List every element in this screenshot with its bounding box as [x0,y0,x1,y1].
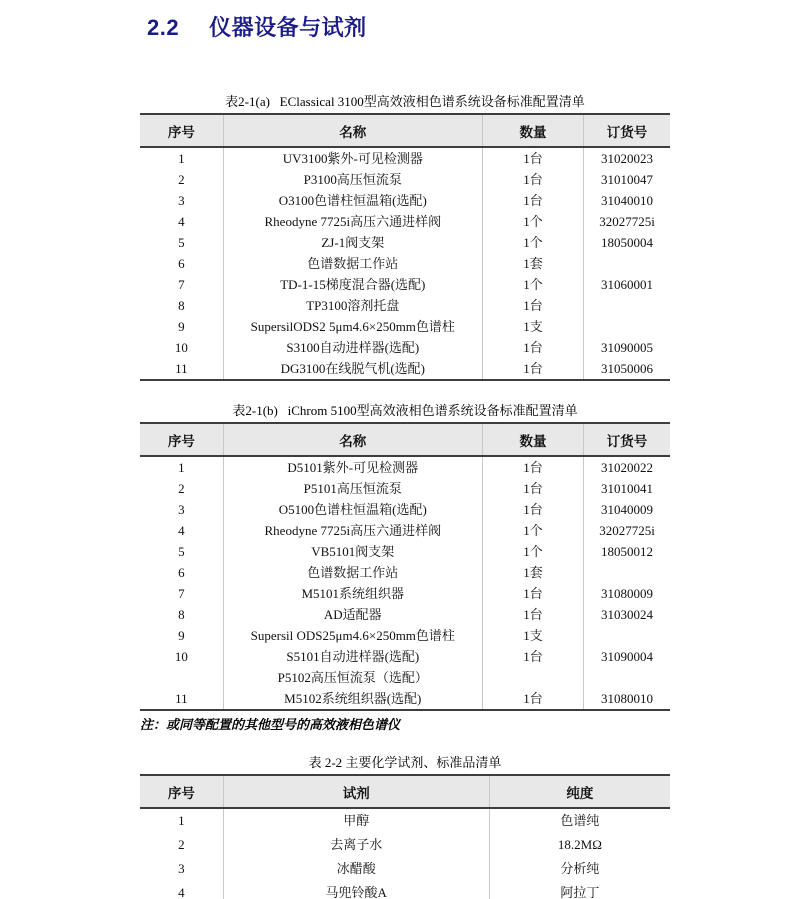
table-cell: 31020023 [584,147,670,169]
table-cell: 1个 [482,274,583,295]
table-row [140,604,670,625]
table-cell: 31040010 [584,190,670,211]
table-cell: 6 [178,256,185,271]
table-cell: M5102系统组织器(选配) [223,688,482,710]
table-cell: 31090004 [584,646,670,667]
table-cell: S5101自动进样器(选配) [223,646,482,667]
table-cell: 1 [178,813,185,828]
table-cell: Supersil ODS25μm4.6×250mm色谱柱 [223,625,482,646]
table-row [140,147,670,169]
table-cell [584,625,670,646]
table-cell: 1台 [482,646,583,667]
table-caption: 表2-1(b) iChrom 5100型高效液相色谱系统设备标准配置清单 [232,403,578,418]
table-cell: 马兜铃酸A [223,881,489,899]
table-cell: 6 [178,565,185,580]
table-row [140,520,670,541]
column-header: 订货号 [584,114,670,147]
table-cell: Rheodyne 7725i高压六通进样阀 [223,211,482,232]
table-cell: P3100高压恒流泵 [223,169,482,190]
table-row [140,232,670,253]
table-cell: 1支 [482,316,583,337]
table-row [140,881,670,899]
table-cell: 1套 [482,253,583,274]
table-cell: 1台 [482,456,583,478]
table-cell: 18050004 [584,232,670,253]
column-header: 序号 [140,775,223,808]
table-cell: 31020022 [584,456,670,478]
table-cell [140,667,223,688]
table-cell: 1台 [482,688,583,710]
column-header: 序号 [140,423,223,456]
table-cell: 9 [178,628,185,643]
section-number: 2.2 [147,15,180,40]
table-cell: 2 [178,172,185,187]
table-row [140,316,670,337]
table-cell: O3100色谱柱恒温箱(选配) [223,190,482,211]
table-row [140,478,670,499]
table-cell: O5100色谱柱恒温箱(选配) [223,499,482,520]
column-header: 序号 [140,114,223,147]
table-cell: 18.2MΩ [489,833,670,857]
table-section [140,94,670,381]
table-cell: 32027725i [584,520,670,541]
table-cell [584,562,670,583]
table-cell: 1 [178,460,185,475]
table-header-row [140,114,670,147]
column-header: 纯度 [489,775,670,808]
column-header: 试剂 [223,775,489,808]
table-row [140,833,670,857]
table-cell: 色谱纯 [489,808,670,833]
table-row [140,646,670,667]
table-cell: 31030024 [584,604,670,625]
table-row [140,562,670,583]
table-row [140,499,670,520]
table-cell: 31080009 [584,583,670,604]
table-cell: 4 [178,214,185,229]
table-cell: AD适配器 [223,604,482,625]
table-header-row [140,775,670,808]
table-cell: 31060001 [584,274,670,295]
table-cell: 3 [178,861,185,876]
table-cell: 1套 [482,562,583,583]
table-cell: 1台 [482,147,583,169]
table-cell: 11 [140,688,223,710]
table-header-row [140,423,670,456]
column-header: 数量 [482,423,583,456]
table-row [140,358,670,380]
table-cell: 3 [178,193,185,208]
tables-container [140,94,670,899]
table-cell [584,253,670,274]
table-cell: 1个 [482,520,583,541]
table-cell: VB5101阀支架 [223,541,482,562]
table-cell: TP3100溶剂托盘 [223,295,482,316]
table-cell [584,316,670,337]
table-row [140,808,670,833]
table-cell: 1台 [482,190,583,211]
section-heading [147,14,800,42]
table-cell: 2 [178,481,185,496]
table-cell: 7 [178,277,185,292]
table-cell: 去离子水 [223,833,489,857]
table-row [140,274,670,295]
table-row [140,541,670,562]
table-row [140,667,670,688]
table-cell: 18050012 [584,541,670,562]
column-header: 名称 [223,423,482,456]
table-cell: Rheodyne 7725i高压六通进样阀 [223,520,482,541]
table-cell: 31010041 [584,478,670,499]
table-cell [482,667,583,688]
table-row [140,625,670,646]
table-cell: 31080010 [584,688,670,710]
table-cell: P5102高压恒流泵（选配） [223,667,482,688]
table-row [140,190,670,211]
table-cell: M5101系统组织器 [223,583,482,604]
table-cell: 1台 [482,358,583,380]
table-cell: 10 [174,649,188,664]
table-cell: 1台 [482,604,583,625]
table-cell: 2 [178,837,185,852]
table-cell: 31010047 [584,169,670,190]
table-cell: 1个 [482,232,583,253]
table-cell: 色谱数据工作站 [223,253,482,274]
table-cell: 8 [178,298,185,313]
table-caption: 表2-1(a) EClassical 3100型高效液相色谱系统设备标准配置清单 [225,94,585,109]
table-row [140,169,670,190]
table-row [140,253,670,274]
table-cell: S3100自动进样器(选配) [223,337,482,358]
table-cell: 甲醇 [223,808,489,833]
table-cell: 8 [178,607,185,622]
table-note: 注：或同等配置的其他型号的高效液相色谱仪 [140,717,401,732]
table-cell: 1个 [482,541,583,562]
table-cell: 1台 [482,169,583,190]
table-cell: 阿拉丁 [489,881,670,899]
table-cell: 31040009 [584,499,670,520]
table-row [140,211,670,232]
data-table [140,113,670,381]
column-header: 名称 [223,114,482,147]
table-row [140,583,670,604]
table-cell [584,667,670,688]
table-cell: 4 [140,881,223,899]
column-header: 数量 [482,114,583,147]
table-cell: 1台 [482,337,583,358]
table-cell: 31090005 [584,337,670,358]
table-cell: 色谱数据工作站 [223,562,482,583]
table-cell: 1台 [482,499,583,520]
table-cell: 1 [178,151,185,166]
table-cell: 5 [178,544,185,559]
column-header: 订货号 [584,423,670,456]
table-cell: 7 [178,586,185,601]
table-cell: 32027725i [584,211,670,232]
table-cell: UV3100紫外-可见检测器 [223,147,482,169]
table-cell: D5101紫外-可见检测器 [223,456,482,478]
table-cell: 31050006 [584,358,670,380]
data-table [140,774,670,899]
table-cell: 冰醋酸 [223,857,489,881]
table-row [140,857,670,881]
table-cell: TD-1-15梯度混合器(选配) [223,274,482,295]
table-cell: DG3100在线脱气机(选配) [223,358,482,380]
table-cell: 1台 [482,478,583,499]
table-cell: 3 [178,502,185,517]
table-cell: 4 [178,523,185,538]
table-section [140,755,670,899]
table-row [140,688,670,710]
table-row [140,456,670,478]
table-cell: SupersilODS2 5μm4.6×250mm色谱柱 [223,316,482,337]
table-cell: P5101高压恒流泵 [223,478,482,499]
table-section [140,403,670,733]
table-cell: 1台 [482,295,583,316]
table-cell: 10 [174,340,188,355]
table-caption: 表 2-2 主要化学试剂、标准品清单 [308,755,502,770]
table-cell: 分析纯 [489,857,670,881]
data-table [140,422,670,711]
table-row [140,337,670,358]
table-cell: 5 [178,235,185,250]
table-cell: 1个 [482,211,583,232]
table-cell: 1支 [482,625,583,646]
table-cell [584,295,670,316]
table-row [140,295,670,316]
section-title: 仪器设备与试剂 [209,15,367,40]
table-cell: 9 [178,319,185,334]
table-cell: 11 [140,358,223,380]
table-cell: ZJ-1阀支架 [223,232,482,253]
table-cell: 1台 [482,583,583,604]
